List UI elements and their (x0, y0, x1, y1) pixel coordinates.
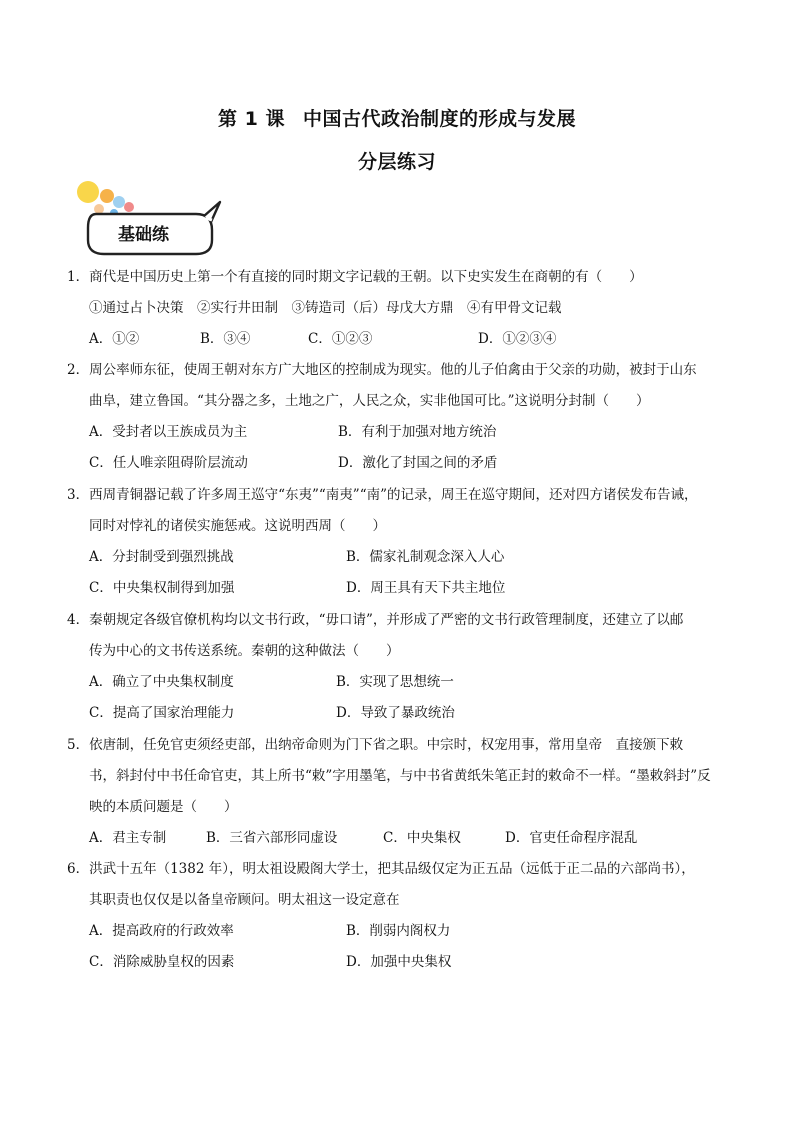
options-row (67, 667, 737, 698)
options-row (67, 448, 737, 479)
question-stem: 其职责也仅仅是以备皇帝顾问。明太祖这一设定意在 (89, 892, 400, 908)
option-d[interactable]: D．①②③④ (478, 331, 557, 347)
option-d[interactable]: D．官吏任命程序混乱 (505, 830, 638, 846)
section-badge-label: 基础练 (118, 225, 169, 245)
option-a[interactable]: A．确立了中央集权制度 (89, 674, 234, 690)
page-title (0, 104, 794, 131)
question-stem: 同时对悖礼的诸侯实施惩戒。这说明西周（ ） (89, 518, 386, 534)
question-stem: 1．商代是中国历史上第一个有直接的同时期文字记载的王朝。以下史实发生在商朝的有（ ） (67, 269, 643, 285)
question-1 (67, 262, 737, 355)
option-a[interactable]: A．①② (89, 331, 140, 347)
question-3 (67, 480, 737, 604)
option-c[interactable]: C．中央集权制得到加强 (89, 580, 235, 596)
options-row (67, 417, 737, 448)
option-a[interactable]: A．君主专制 (89, 830, 167, 846)
option-a[interactable]: A．受封者以王族成员为主 (89, 424, 248, 440)
option-d[interactable]: D．激化了封国之间的矛盾 (338, 455, 498, 471)
question-2 (67, 355, 737, 479)
option-b[interactable]: B．实现了思想统一 (336, 674, 454, 690)
option-c[interactable]: C．任人唯亲阻碍阶层流动 (89, 455, 248, 471)
question-4 (67, 605, 737, 729)
question-stem: 书，斜封付中书任命官吏，其上所书“敕”字用墨笔，与中书省黄纸朱笔正封的敕命不一样。“墨敕斜封”反 (89, 768, 711, 784)
question-stem: 2．周公率师东征，使周王朝对东方广大地区的控制成为现实。他的儿子伯禽由于父亲的功勋，被封于山东 (67, 362, 697, 378)
question-stem: 3．西周青铜器记载了许多周王巡守“东夷”“南夷”“南”的记录，周王在巡守期间，还对四方诸侯发布告诫， (67, 487, 698, 503)
option-d[interactable]: D．周王具有天下共主地位 (346, 580, 506, 596)
options-row (67, 542, 737, 573)
option-b[interactable]: B．有利于加强对地方统治 (338, 424, 497, 440)
question-stem: ①通过占卜决策 ②实行井田制 ③铸造司（后）母戊大方鼎 ④有甲骨文记载 (89, 300, 562, 316)
options-row (67, 698, 737, 729)
question-stem: 曲阜，建立鲁国。“其分器之多，土地之广，人民之众，实非他国可比。”这说明分封制（ ） (89, 393, 650, 409)
option-c[interactable]: C．①②③ (308, 331, 373, 347)
options-row (67, 573, 737, 604)
option-b[interactable]: B．三省六部形同虚设 (206, 830, 338, 846)
options-row (67, 947, 737, 978)
question-stem: 映的本质问题是（ ） (89, 799, 238, 815)
option-a[interactable]: A．分封制受到强烈挑战 (89, 549, 234, 565)
option-a[interactable]: A．提高政府的行政效率 (89, 923, 234, 939)
option-c[interactable]: C．消除威胁皇权的因素 (89, 954, 235, 970)
options-row (67, 823, 737, 854)
question-stem: 传为中心的文书传送系统。秦朝的这种做法（ ） (89, 643, 400, 659)
option-c[interactable]: C．中央集权 (383, 830, 461, 846)
question-stem: 5．依唐制，任免官吏须经吏部，出纳帝命则为门下省之职。中宗时，权宠用事，常用皇帝 直接颁下敕 (67, 737, 684, 753)
option-d[interactable]: D．加强中央集权 (346, 954, 452, 970)
question-6 (67, 854, 737, 978)
lesson-number: 第 1 课 (218, 108, 285, 130)
option-b[interactable]: B．儒家礼制观念深入人心 (346, 549, 505, 565)
option-b[interactable]: B．削弱内阁权力 (346, 923, 451, 939)
lesson-title: 中国古代政治制度的形成与发展 (302, 108, 576, 130)
page-subtitle: 分层练习 (357, 151, 436, 173)
question-stem: 6．洪武十五年（1382 年），明太祖设殿阁大学士，把其品级仅定为正五品（远低于正二品的六部尚书）， (67, 861, 695, 877)
option-c[interactable]: C．提高了国家治理能力 (89, 705, 235, 721)
question-stem: 4．秦朝规定各级官僚机构均以文书行政，“毋口请”，并形成了严密的文书行政管理制度，还建立了以邮 (67, 612, 684, 628)
options-row (67, 916, 737, 947)
option-d[interactable]: D．导致了暴政统治 (336, 705, 455, 721)
option-b[interactable]: B．③④ (200, 331, 251, 347)
question-5 (67, 730, 737, 854)
options-row (67, 324, 737, 355)
